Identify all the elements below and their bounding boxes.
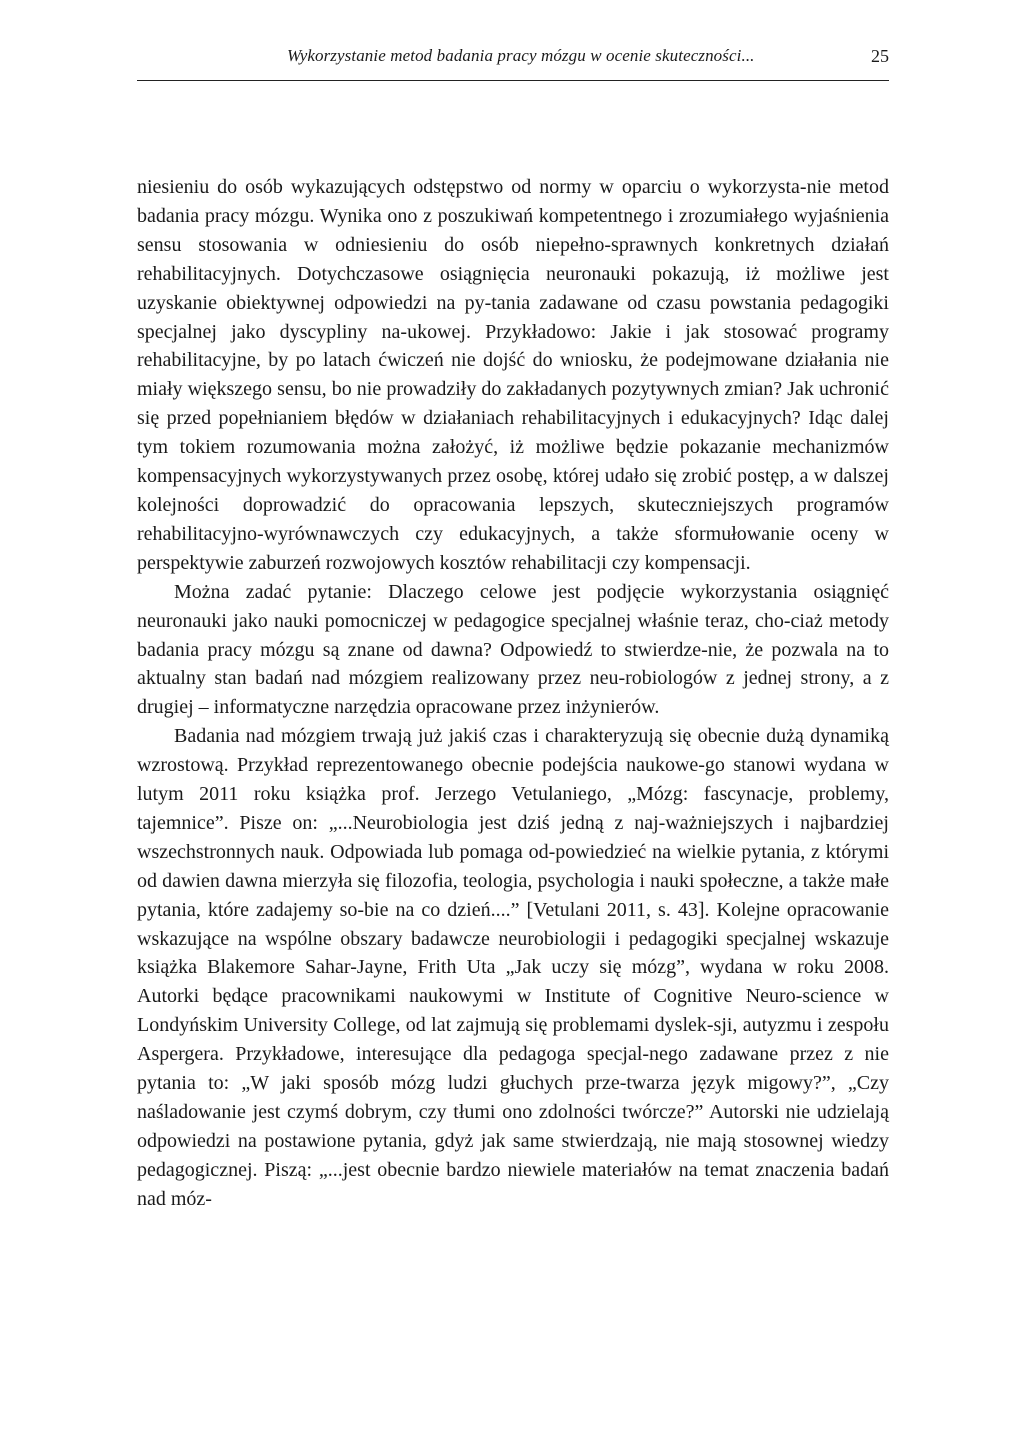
paragraph: Badania nad mózgiem trwają już jakiś czas i charakteryzują się obecnie dużą dynamiką wzrostową. Przykład reprezentowanego obecnie podejścia naukowe-go stanowi wydana w lutym 2011 roku książka prof. Jerzego Vetulaniego, „Mózg: fascynacje, problemy, tajemnice”. Pisze on: „...Neurobiologia jest dziś jedną z naj-ważniejszych i najbardziej wszechstronnych nauk. Odpowiada lub pomaga od-powiedzieć na wielkie pytania, z którymi od dawien dawna mierzyła się filozofia, teologia, psychologia i nauki społeczne, a także małe pytania, które zadajemy so-bie na co dzień....” [Vetulani 2011, s. 43]. Kolejne opracowanie wskazujące na wspólne obszary badawcze neurobiologii i pedagogiki specjalnej wskazuje książka Blakemore Sahar-Jayne, Frith Uta „Jak uczy się mózg”, wydana w roku 2008. Autorki będące pracownikami naukowymi w Institute of Cognitive Neuro-science w Londyńskim University College, od lat zajmują się problemami dyslek-sji, autyzmu i zespołu Aspergera. Przykładowe, interesujące dla pedagoga specjal-nego zadawane przez z nie pytania to: „W jaki sposób mózg ludzi głuchych prze-twarza język migowy?”, „Czy naśladowanie jest czymś dobrym, czy tłumi ono zdolności twórcze?” Autorski nie udzielają odpowiedzi na postawione pytania, gdyż jak same stwierdzają, nie mają stosownej wiedzy pedagogicznej. Piszą: „...jest obecnie bardzo niewiele materiałów na temat znaczenia badań nad móz- [137,725,889,1210]
body-text [137,173,889,1214]
running-header [137,40,889,81]
running-title: Wykorzystanie metod badania pracy mózgu w ocenie skuteczności... [287,46,755,65]
paragraph: Można zadać pytanie: Dlaczego celowe jest podjęcie wykorzystania osiągnięć neuronauki jako nauki pomocniczej w pedagogice specjalnej właśnie teraz, cho-ciaż metody badania pracy mózgu są znane od dawna? Odpowiedź to stwierdze-nie, że pozwala na to aktualny stan badań nad mózgiem realizowany przez neu-robiologów z jednej strony, a z drugiej – informatyczne narzędzia opracowane przez inżynierów. [137,580,889,719]
document-page [137,40,889,1214]
paragraph-continuation: niesieniu do osób wykazujących odstępstwo od normy w oparciu o wykorzysta-nie metod badania pracy mózgu. Wynika ono z poszukiwań kompetentnego i zrozumiałego wyjaśnienia sensu stosowania w odniesieniu do osób niepełno-sprawnych konkretnych działań rehabilitacyjnych. Dotychczasowe osiągnięcia neuronauki pokazują, iż możliwe jest uzyskanie obiektywnej odpowiedzi na py-tania zadawane od czasu powstania pedagogiki specjalnej jako dyscypliny na-ukowej. Przykładowo: Jakie i jak stosować programy rehabilitacyjne, by po latach ćwiczeń nie dojść do wniosku, że podejmowane działania nie miały większego sensu, bo nie prowadziły do zakładanych pozytywnych zmian? Jak uchronić się przed popełnianiem błędów w działaniach rehabilitacyjnych i edukacyjnych? Idąc dalej tym tokiem rozumowania można założyć, iż możliwe będzie pokazanie mechanizmów kompensacyjnych wykorzystywanych przez osobę, której udało się zrobić postęp, a w dalszej kolejności doprowadzić do opracowania lepszych, skuteczniejszych programów rehabilitacyjno-wyrównawczych czy edukacyjnych, a także sformułowanie oceny w perspektywie zaburzeń rozwojowych kosztów rehabilitacji czy kompensacji. [137,176,889,574]
page-number: 25 [871,46,889,66]
